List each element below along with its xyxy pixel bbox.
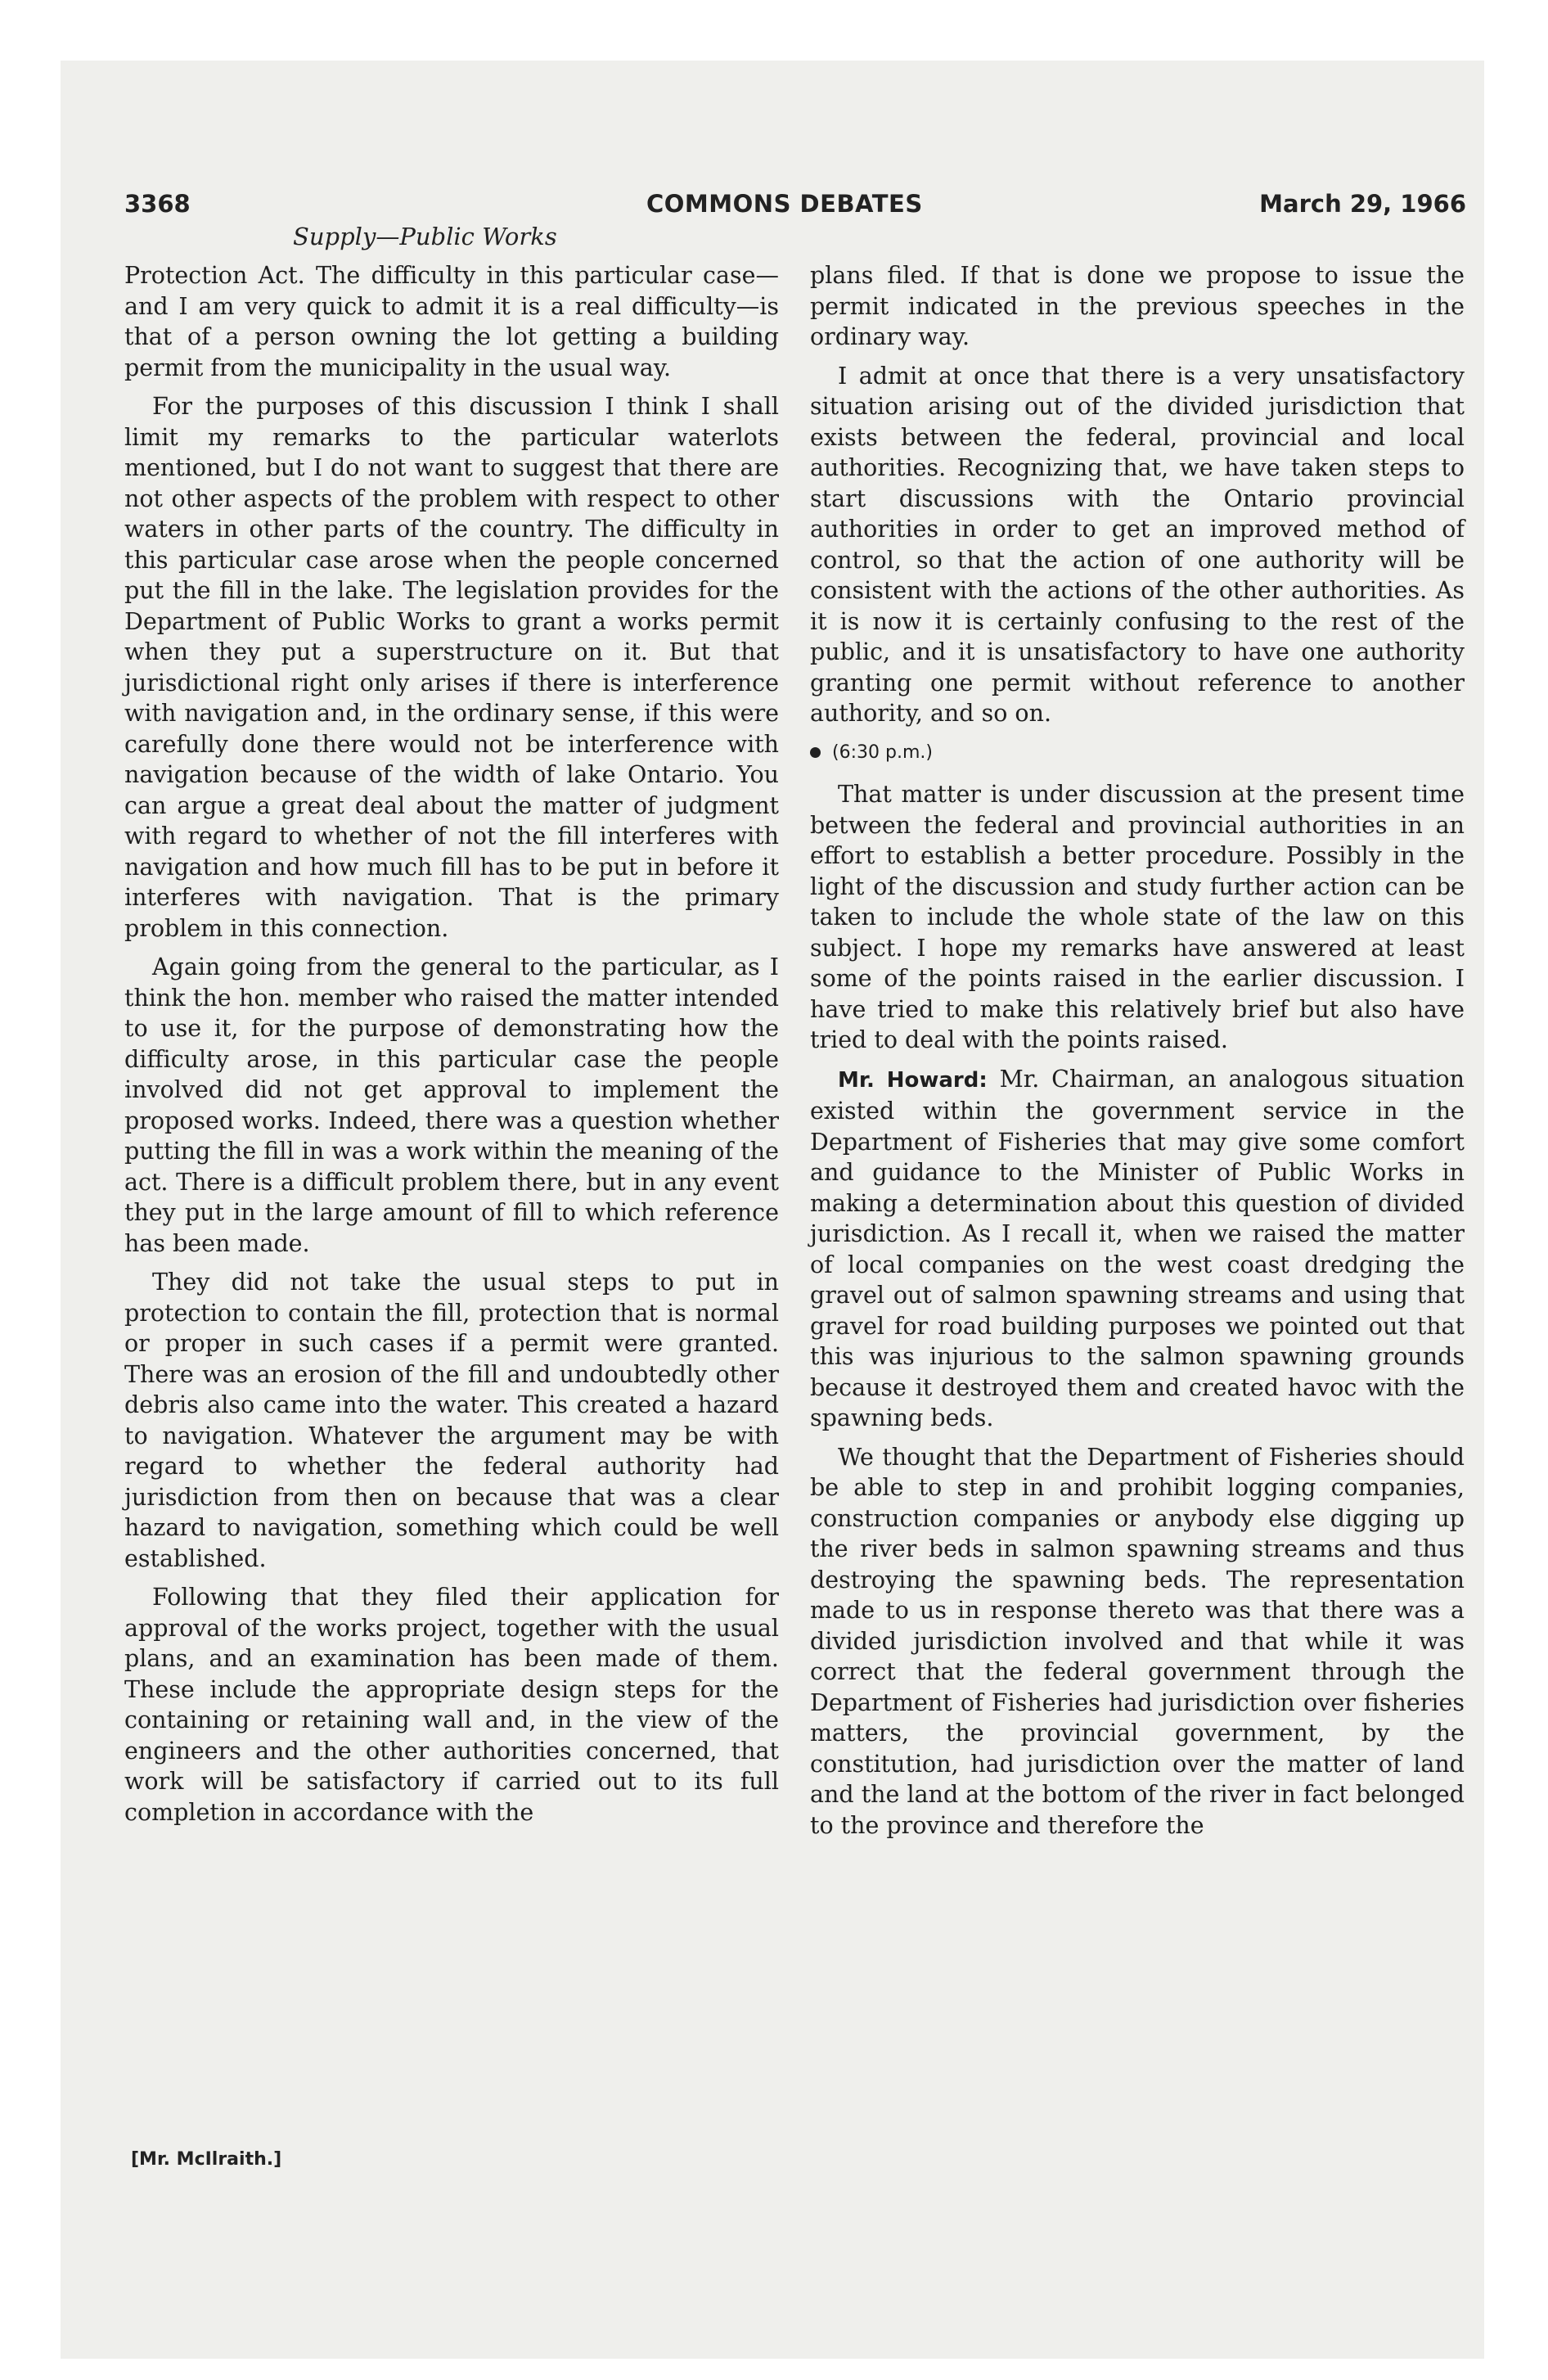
left-column bbox=[124, 260, 779, 1836]
timestamp-text: (6:30 p.m.) bbox=[832, 741, 933, 763]
page-number: 3368 bbox=[124, 190, 191, 218]
paragraph: They did not take the usual steps to put in protection to contain the fill, protection that is normal or proper in such cases if a permit were granted. There was an erosion of the fill and undoubtedly other debris also came into the water. This created a hazard to navigation. Whatever the argument may be with regard to whether the federal authority had jurisdiction from then on because that was a clear hazard to navigation, something which could be well established. bbox=[124, 1269, 779, 1572]
paragraph: We thought that the Department of Fisheries should be able to step in and prohibit logging companies, construction companies or anybody else digging up the river beds in salmon spawning streams and thus destroying the spawning beds. The representation made to us in response thereto was that there was a divided jurisdiction involved and that while it was correct that the federal government through the Department of Fisheries had jurisdiction over fisheries matters, the provincial government, by the constitution, had jurisdiction over the matter of land and the land at the bottom of the river in fact belonged to the province and therefore the bbox=[810, 1443, 1465, 1839]
paragraph: I admit at once that there is a very unsatisfactory situation arising out of the divided jurisdiction that exists between the federal, provincial and local authorities. Recognizing that, we have taken steps to start discussions with the Ontario provincial authorities in order to get an improved method of control, so that the action of one authority will be consistent with the actions of the other authorities. As it is now it is certainly confusing to the rest of the public, and it is unsatisfactory to have one authority granting one permit without reference to another authority, and so on. bbox=[810, 362, 1465, 727]
paragraph: Again going from the general to the particular, as I think the hon. member who raised the matter intended to use it, for the purpose of demonstrating how the difficulty arose, in this particular case the people involved did not get approval to implement the proposed works. Indeed, there was a question whether putting the fill in was a work within the meaning of the act. There is a difficult problem there, but in any event they put in the large amount of fill to which reference has been made. bbox=[124, 953, 779, 1257]
section-subheading: Supply—Public Works bbox=[293, 223, 557, 250]
paragraph: plans filed. If that is done we propose to issue the permit indicated in the previous speeches in the ordinary way. bbox=[810, 262, 1465, 350]
speaker-footer: [Mr. McIlraith.] bbox=[131, 2149, 282, 2170]
paragraph: Protection Act. The difficulty in this particular case—and I am very quick to admit it is a real difficulty—is that of a person owning the lot getting a building permit from the municipality in the usual way. bbox=[124, 262, 779, 381]
timestamp bbox=[810, 737, 1465, 769]
publication-title: COMMONS DEBATES bbox=[646, 190, 923, 218]
paragraph: That matter is under discussion at the present time between the federal and provincial authorities in an effort to establish a better procedure. Possibly in the light of the discussion and study further action can be taken to include the whole state of the law on this subject. I hope my remarks have answered at least some of the points raised in the earlier discussion. I have tried to make this relatively brief but also have tried to deal with the points raised. bbox=[810, 781, 1465, 1053]
page-date: March 29, 1966 bbox=[1259, 190, 1466, 218]
speech-text: Mr. Chairman, an analogous situation existed within the government service in the Department of Fisheries that may give some comfort and guidance to the Minister of Public Works in making a determination about this question of divided jurisdiction. As I recall it, when we raised the matter of local companies on the west coast dredging the gravel out of salmon spawning streams and using that gravel for road building purposes we pointed out that this was injurious to the salmon spawning grounds because it destroyed them and created havoc with the spawning beds. bbox=[810, 1065, 1465, 1431]
paragraph: For the purposes of this discussion I think I shall limit my remarks to the particular waterlots mentioned, but I do not want to suggest that there are not other aspects of the problem with respect to other waters in other parts of the country. The difficulty in this particular case arose when the people concerned put the fill in the lake. The legislation provides for the Department of Public Works to grant a works permit when they put a superstructure on it. But that jurisdictional right only arises if there is interference with navigation and, in the ordinary sense, if this were carefully done there would not be interference with navigation because of the width of lake Ontario. You can argue a great deal about the matter of judgment with regard to whether of not the fill interferes with navigation and how much fill has to be put in before it interferes with navigation. That is the primary problem in this connection. bbox=[124, 393, 779, 942]
paragraph: Following that they filed their application for approval of the works project, together with the usual plans, and an examination has been made of them. These include the appropriate design steps for the containing or retaining wall and, in the view of the engineers and the other authorities concerned, that work will be satisfactory if carried out to its full completion in accordance with the bbox=[124, 1584, 779, 1826]
speaker-paragraph bbox=[810, 1064, 1465, 1434]
bullet-icon bbox=[810, 747, 821, 758]
speaker-name: Mr. Howard: bbox=[838, 1067, 988, 1093]
right-column bbox=[810, 260, 1465, 1849]
